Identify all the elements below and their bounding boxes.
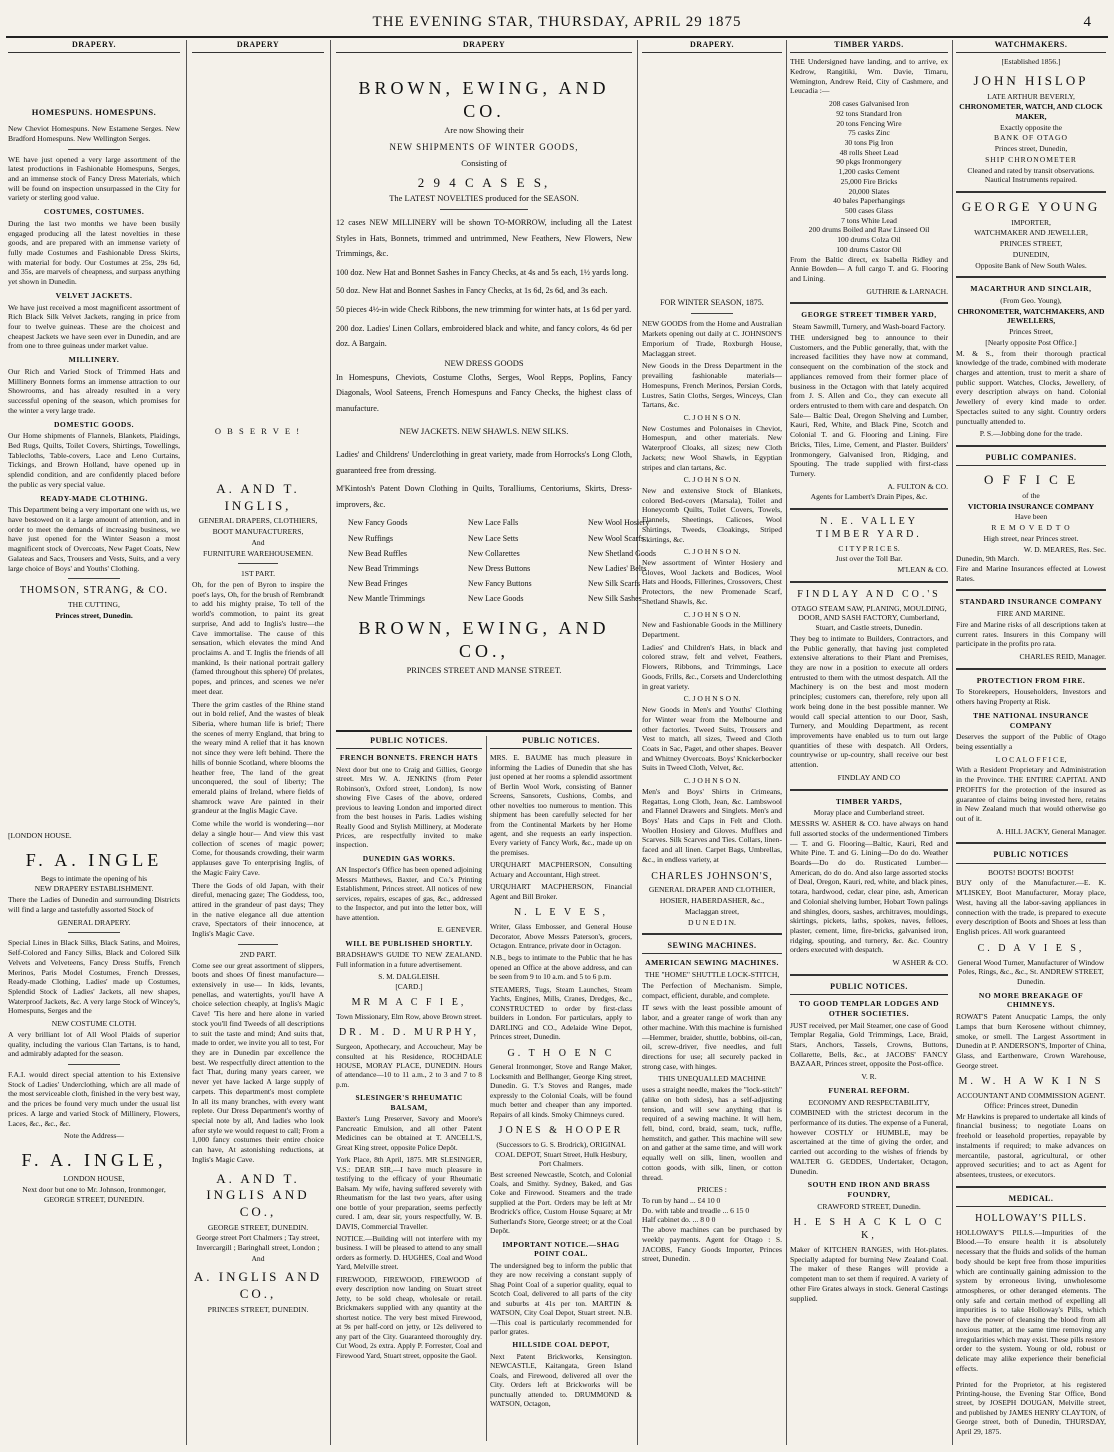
notice-title: DR. M. D. MURPHY, (338, 1027, 479, 1039)
cargo-list (790, 99, 948, 255)
notice-text: Best screened Newcastle, Scotch, and Colonial Coals, and Smithy. Sydney, Baked, and Gas Coke and Firewood. Steamers and the trade supplied at the Port. Orders may be left at Mr Brodrick's office, Custom House Square; at Mr Sutherland's Store, George street; or at the Coal Depôt. (490, 1169, 632, 1236)
goods-list-item: New Mantle Trimmings (348, 594, 425, 604)
ad-line: High street, near Princes street. (983, 533, 1079, 543)
ad-line: Note the Address— (64, 1131, 124, 1141)
notice-text: FIREWOOD, FIREWOOD, FIREWOOD of every description now landing on Stuart street Jetty, to be sold cheap, wholesale or retail. Brickmakers supplied with any quantity at the shortest notice. The very best mixed Firewood, at 9s per half-cord on jetty, or 12s delivered to any part of the City. Guaranteed thoroughly dry. Cut Wood, 2s extra. Apply P. Forrester, Coal and Firewood Yard, Stuart street, opposite the Gaol. (336, 1274, 482, 1360)
ad-line: Consisting of (461, 157, 507, 168)
ad-heading: BOOTS! BOOTS! BOOTS! (987, 867, 1075, 877)
ad-text: Men's and Boys' Shirts in Crimeans, Regattas, Long Cloth, Jean, &c. Lambswool and Flannel Drawers and Singlets. Men's and Boys' Hats and Caps in Felt and Cloth. Woollen Hosiery and Gloves. Mufflers and Scarves. Silk Scarves and Ties. Collars, linen-faced and all linen. Carpet Bags, Umbrellas, &c., in endless variety, at (642, 786, 782, 864)
ad-line: 2 9 4 C A S E S, (417, 174, 551, 190)
ad-sign: A. HILL JACKY, General Manager. (996, 826, 1106, 836)
firm-name: FINDLAY AND CO.'S (797, 588, 941, 600)
section-rule (336, 730, 632, 732)
goods-list-item: New Ladies' Belts (588, 564, 647, 574)
notice-sign: E. GENEVER. (437, 925, 482, 935)
ad-line: FIRE AND MARINE. (996, 609, 1066, 619)
ad-heading: HOLLOWAY'S PILLS. (975, 1212, 1087, 1224)
ad-text: Our Rich and Varied Stock of Trimmed Hats and Millinery Bonnets forms an immense attraction to our Showrooms, and has already resulted in a very successful opening of the season, which promises for the winter a very large trade. (8, 366, 180, 415)
ad-line: Opposite Bank of New South Wales. (975, 260, 1087, 270)
notice-text: Next Patent Brickworks, Kensington. NEWCASTLE, Kaitangata, Green Island Coals, and Firewood, delivered all over the City. Orders left at Brickworks will be punctually attended to. DRUMMOND & WATSON, Octagon, (490, 1351, 632, 1409)
notice-text: York Place, 8th April, 1875. MR SLESINGER, V.S.: DEAR SIR,—I have much pleasure in testifying to the efficacy of your Rheumatic Balsam. My wife, having suffered severely with Rheumatism for the last two years, after using one bottle of your preparation, seems perfectly cured. I am, dear sir, yours respectfully, W. B. DAVIS, Commercial Traveller. (336, 1155, 482, 1231)
notice-title: JONES & HOOPER (498, 1125, 624, 1137)
ad-line: Just over the Toll Bar. (835, 554, 903, 564)
ad-sign: C. J O H N S O N. (683, 547, 741, 557)
ad-text: M'Kintosh's Patent Down Clothing in Quilts, Toralliums, Centoriums, Skirts, Dress-improvers, &c. (336, 484, 632, 509)
notice-text: URQUHART MACPHERSON, Consulting Actuary and Accountant, High street. (490, 860, 632, 879)
cargo-item: 100 drums Castor Oil (836, 244, 902, 254)
cargo-item: 20 tons Fencing Wire (836, 118, 902, 128)
ad-heading: NEW JACKETS. NEW SHAWLS. NEW SILKS. (399, 426, 569, 437)
goods-list-item: New Lace Setts (468, 533, 519, 543)
observe-heading: O B S E R V E ! (214, 426, 302, 437)
notice-title: HILLSIDE COAL DEPOT, (512, 1340, 610, 1350)
ad-line: NEW COSTUME CLOTH. (51, 1019, 137, 1029)
ad-heading: READY-MADE CLOTHING. (40, 493, 148, 503)
goods-list-item: New Silk Sashes (588, 594, 642, 604)
notice-text: N.B., begs to intimate to the Public that he has opened an Office at the above address, and can be seen from 9 to 10 a.m. and 5 to 6 p.m. (490, 953, 632, 982)
cargo-item: 30 tons Pig Iron (844, 137, 894, 147)
ad-text: M. & S., from their thorough practical knowledge of the trade, combined with moderate charges and attention, trust to merit a share of public support. Watches, Clocks, Jewellery, of every description always on hand. Colonial Jewellery of every kind made to order. Spectacles suited to any sight. Country orders punctually attended to. (956, 348, 1106, 426)
notice-title: IMPORTANT NOTICE.—SHAG POINT COAL. (502, 1239, 620, 1259)
firm-name: THOMSON, STRANG, & CO. (19, 585, 169, 597)
poem-text: There the Gods of old Japan, with their direful, menacing gaze; The Goddess, too, attired in the grandeur of past days; They in the native elegance all due attention crave, Spectators of their innocence, at Inglis's Magic Cave. (192, 880, 324, 939)
ad-line: Have been (1014, 512, 1048, 522)
ad-line: V. R. (861, 1072, 877, 1082)
cargo-item: 100 drums Colza Oil (837, 235, 901, 245)
firm-line: D U N E D I N. (688, 917, 736, 927)
ad-line: Princes Street, (1009, 327, 1053, 337)
column-heading: PUBLIC NOTICES. (490, 736, 632, 749)
firm-name: MACARTHUR AND SINCLAIR, (970, 284, 1092, 294)
poem-text: There the grim castles of the Rhine stand out in bold relief, And the wastes of bleak Siberia, where human life is brief; There the scenes of merry England, that bring to the weary mind A relief that it has known not since they were left behind. There the hills of bonnie Scotland, where blooms the heather free, The land of the great unconquered, the soul of liberty; The emerald plains of Ireland, where fields of shamrock wave Are painted in their grandeur at the Inglis Magic Cave. (192, 699, 324, 816)
firm-name: JOHN HISLOP (973, 72, 1089, 88)
notice-text: Next door but one to Craig and Gillies, George street. Mrs W. A. JENKINS (from Peter Robinson's, Oxford street, London), Is now showing Five Cases of the above, ordered previous to leaving London and imported direct from the best houses in Paris. Ladies wishing Really Good and Stylish Millinery, at Moderate Prices, are respectfully invited to make inspection. (336, 764, 482, 850)
ad-line: Moray place and Cumberland street. (813, 808, 925, 818)
notice-text: The undersigned beg to inform the public that they are now receiving a constant supply of Shag Point Coal of a superior quality, equal to Scotch Coal, delivered to all parts of the city and suburbs at 41s per ton. MARTIN & WATSON, City Coal Depot, Stuart street. N.B.—This coal is particularly recommended for parlor grates. (490, 1260, 632, 1336)
masthead-title: THE EVENING STAR, THURSDAY, APRIL 29 1875 (372, 14, 742, 30)
column-drapery-2 (192, 40, 324, 1445)
ad-heading: THE NATIONAL INSURANCE COMPANY (973, 710, 1089, 730)
notice-title: WILL BE PUBLISHED SHORTLY. (345, 938, 473, 948)
notice-card: [CARD.] (395, 981, 423, 991)
ad-line: Are now Showing their (444, 125, 524, 136)
firm-name: F. A. INGLE, (21, 1150, 167, 1170)
ad-line: OTAGO STEAM SAW, PLANING, MOULDING, DOOR, AND SASH FACTORY, Cumberland, Stuart, and Castle streets, Dunedin. (791, 603, 947, 633)
ad-line: GENERAL DRAPERY. (57, 917, 131, 927)
firm-name: BROWN, EWING, AND CO., (358, 617, 610, 661)
ad-sign: M'LEAN & CO. (897, 565, 948, 575)
ad-text: MESSRS W. ASHER & CO. have always on hand full assorted stocks of the undermentioned Timbers— T. and G. Flooring—Baltic, Kauri, Red and White Pine. T. and G. Lining—Do do do. Weather Boards—Do do do. Rusticated Lumber—American, do do do. And also large assorted stocks of Deal, Oregon, Kauri, red, white, and black pines, totara, hardwood, cedar, clear pine, ash, American and Colonial shelving lumber, Hobart Town palings and shingles, doors, sashes, architraves, mouldings, skirtings, pickets, laths, spokes, naves, felloes, plaster, cement, lime, fire-bricks, galvanised iron, ridging, spouting, and turnery, &c. &c. Country orders executed with despatch. (790, 819, 948, 955)
ad-sign: W. D. MEARES, Res. Sec. (1023, 544, 1106, 554)
goods-list-item: New Fancy Goods (348, 518, 408, 528)
poem-text: Come see our great assortment of slippers, boots and shoes Of finest manufacture—extensively in use— In kids, levants, penellas, and watertights, you'll have A choice selection cheaply, at Inglis's Magic Cave! 'Tis here and here alone in varied stock you'll find Tweeds of all descriptions to suit the taste and mind; And suits that, made to order, we invite you all to test, For they are in Dunedin par excellence the best. We respectfully direct attention to the fact That, during many years career, we never yet have lacked A large supply of carpets. This department's most complete In all its many branches, with every want replete. Our Dress Department's worthy of special note by all, And ladies who look after style we would request to call; From a 1,000 fancy costumes their entire choice can have, At astonishing reductions, at Inglis's Magic Cave. (192, 960, 325, 1164)
firm-name: A. AND T. INGLIS, (216, 481, 300, 513)
ad-sign: A. FULTON & CO. (887, 481, 948, 491)
notice-sign: S. M. DALGLEISH. (378, 972, 440, 982)
ad-sign: C. J O H N S O N. (683, 609, 741, 619)
column-rule (637, 40, 638, 1445)
firm-name: F. A. INGLE (25, 849, 163, 870)
column-watchmakers (956, 40, 1106, 1445)
goods-list (348, 515, 656, 606)
firm-name: M. W. H A W K I N S (958, 1076, 1104, 1088)
firm-line: And (251, 537, 265, 547)
ad-line: VICTORIA INSURANCE COMPANY (967, 501, 1095, 511)
column-heading: DRAPERY (192, 40, 324, 53)
ad-text: Fire and Marine risks of all descriptions taken at current rates. Insurers in this Company will participate in the profits pro rata. (956, 619, 1106, 649)
public-notices-left (336, 736, 482, 1441)
goods-list-item: New Collarettes (468, 548, 520, 558)
notice-title: DUNEDIN GAS WORKS. (362, 853, 456, 863)
firm-line: HOSIER, HABERDASHER, &c., (659, 896, 765, 906)
ad-line: The LATEST NOVELTIES produced for the SEASON. (389, 193, 579, 204)
cargo-item: 92 tons Standard Iron (836, 108, 902, 118)
ad-line: L O C A L O F F I C E, (995, 754, 1067, 764)
top-rule (6, 36, 1108, 38)
notice-text: STEAMERS, Tugs, Steam Launches, Steam Yachts, Engines, Mills, Cranes, Dredges, &c., CONSTRUCTED to order by first-class builders in London. For particulars, apply to DARLING and CO., Adelaide Wine Depot, Princes street, Dunedin. (490, 984, 632, 1042)
ad-heading: O F F I C E (983, 472, 1079, 488)
ad-text: The above machines can be purchased by weekly payments. Agent for Otago : S. JACOBS, Fancy Goods Importer, Princes street, Dunedin. (642, 1225, 782, 1264)
ad-text: Maker of KITCHEN RANGES, with Hot-plates. Specially adapted for burning New Zealand Coal. The maker of these Ranges will provide a competent man to set them if required. A variety of other Fire Grates always in stock. General Castings supplied. (790, 1245, 948, 1303)
ad-text: ROWAT'S Patent Anucpatic Lamps, the only Lamps that burn Kerosene without chimney, smoke, or smell. The Largest Assortment in Dunedin at P. ANDERSON'S, Importer of China, Glass, and Earthenware, Crown Warehouse, George street. (956, 1012, 1106, 1070)
ad-text: New assortment of Winter Hosiery and Gloves, Wool Jackets and Bodices, Wool Hats and Hoods, Fillerines, Crossovers, Chest Protectors, the new Promenade Scarf, Shetland Shawls, &c. (642, 558, 782, 606)
column-rule (486, 736, 487, 1441)
ad-heading: FOR WINTER SEASON, 1875. (660, 298, 764, 308)
price-line: To run by hand ... £4 10 0 (642, 1196, 721, 1205)
ad-line: Cleaned and rated by transit observations. Nautical Instruments repaired. (967, 165, 1095, 185)
ad-line: Agents for Lambert's Drain Pipes, &c. (810, 492, 928, 502)
fa-ingle-ad (8, 830, 180, 1445)
firm-name: C. D A V I E S, (977, 942, 1085, 954)
goods-list-item: New Bead Trimmings (348, 564, 419, 574)
ad-line: Exactly opposite the (1000, 122, 1062, 132)
cargo-item: 208 cases Galvanised Iron (829, 99, 909, 109)
column-heading: DRAPERY. (642, 40, 782, 53)
ad-text: In Homespuns, Cheviots, Costume Cloths, Serges, Wool Repps, Poplins, Fancy Diagonals, Wool Sateens, French Homespuns and Fancy Checks, the highest class of manufacture. (336, 372, 632, 413)
cargo-item: 500 cases Glass (844, 206, 894, 216)
ad-line: [Nearly opposite Post Office.] (985, 337, 1077, 347)
goods-list-item: New Wool Hosiery (588, 518, 650, 528)
firm-address: PRINCES STREET AND MANSE STREET. (406, 664, 562, 675)
column-heading: WATCHMAKERS. (956, 40, 1106, 53)
ad-text: To Storekeepers, Householders, Investors and others having Property at Risk. (956, 687, 1106, 707)
ad-line: ECONOMY AND RESPECTABILITY, (808, 1097, 930, 1107)
ad-text: New Goods in the Dress Department in the prevailing fashionable materials—Homespuns, French Merinos, Persian Cords, Lustres, Satin Cloths, Serges, Winceys, Clan Tartans, &c. (642, 361, 782, 410)
column-rule (186, 40, 187, 1445)
cargo-item: 75 casks Zinc (848, 128, 890, 138)
firm-line: FURNITURE WAREHOUSEMEN. (203, 548, 313, 558)
ad-sign: C. J O H N S O N. (683, 412, 741, 422)
cargo-item: 90 pkgs Ironmongery (836, 157, 902, 167)
ad-sign: W ASHER & CO. (892, 958, 948, 968)
ad-text: BUY only of the Manufacturer.—E. K. M'LISKEY, Boot Manufacturer, Moray place, West, having all the labor-saving appliances in connection with the trade, is prepared to execute every description of Boots and Shoes at less than English prices. All work guaranteed (956, 878, 1106, 937)
ad-text: New Goods in Men's and Youths' Clothing for Winter wear from the Melbourne and other factories. Tweed Suits, Trousers and Vest to match, all sizes, Tweed and Cloth Coats in Sac, Paget, and other shapes. Beaver and Whitney Overcoats. Boys' Knickerbocker Suits in Tweed Cloth, Velvet, &c. (642, 705, 782, 773)
cargo-item: 40 bales Paperhangings (833, 196, 905, 206)
ad-text: New Costumes and Polonaises in Cheviot, Homespun, and other materials. New Waterproof Cloaks, all sizes; new Cloth Jackets; new Wool Shawls, in Egyptian stripes and clan tartans, &c. (642, 423, 782, 472)
ad-text: 50 doz. New Hat and Bonnet Sashes in Fancy Checks, at 1s 6d, 2s 6d, and 3s each. (336, 286, 608, 296)
cargo-item: 1,200 casks Cement (838, 167, 900, 177)
firm-name: N. E. VALLEY TIMBER YARD. (816, 516, 922, 540)
ad-sign: FINDLAY AND CO (837, 772, 901, 782)
ad-text: With a Resident Proprietary and Administration in the Province. THE ENTIRE CAPITAL AND PROFITS for the protection of the insured as guarantee of claims being invested here, retains in New Zealand much that would otherwise go out of it. (956, 765, 1106, 824)
section-heading: PUBLIC COMPANIES. (956, 453, 1106, 466)
ad-heading: TIMBER YARDS, (835, 796, 903, 806)
column-rule (330, 40, 331, 1445)
ad-line: SHIP CHRONOMETER (985, 154, 1077, 164)
notice-text: Writer, Glass Embosser, and General House Decorator, Above Messrs Paterson's, grocers, Octagon. Entrance, private door in Octagon. (490, 922, 632, 950)
ad-heading: PRICES : (697, 1185, 727, 1195)
ad-heading: NO MORE BREAKAGE OF CHIMNEYS. (978, 990, 1084, 1010)
ad-text: F.A.I. would direct special attention to his Extensive Stock of Ladies' Underclothing, which are all made of the most serviceable cloth, finished in the very best way, and the prices be found very much under the usual list prices. A large and varied Stock of Millinery, Flowers, Laces, &c., &c., &c. (8, 1069, 180, 1128)
ad-text: JUST received, per Mail Steamer, one case of Good Templar Regalia, Gold Trimmings, Lace, Braid, Stars, Anchors, Tassels, Crowns, Buttons, Collarette, Bells, &c., at JACOBS' FANCY BAZAAR, Princes street, opposite the Post-office. (790, 1020, 948, 1069)
firm-line: GENERAL DRAPER AND CLOTHIER, (648, 885, 776, 895)
poem-text: Oh, for the pen of Byron to inspire the poet's lays, Oh, for the brush of Rembrandt to add his mighty praise, To tell of the world's commotion, to paint its great surprise, And add to Inglis's lustre—the Cave immortalise. The cause of this sensation, which elevates the mind And proclaims A. and T. Inglis the friends of all mankind, Is their national portrait gallery (famed throughout this sphere) Of prelates, popes, and princes, and scenes we ne'er meet dear. (192, 579, 324, 696)
goods-list-item: New Ruffings (348, 533, 393, 543)
section-heading: SEWING MACHINES. (642, 941, 782, 954)
goods-list-item: New Lace Falls (468, 518, 519, 528)
column-drapery-3 (336, 40, 656, 720)
column-heading: PUBLIC NOTICES. (336, 736, 482, 749)
ad-line: THE "HOME" SHUTTLE LOCK-STITCH, (644, 970, 780, 980)
ad-text: During the last two months we have been busily engaged producing all the latest novelties in these goods, and are prepared with an immense variety of fully made Costumes and Fashionable Dress Skirts, with material for body. Our Costumes at 25s, 29s 6d, and 35s, are marvels of cheapness, and surpass anything yet shown in Dunedin. (8, 218, 180, 287)
cargo-item: 48 rolls Sheet Lead (839, 147, 899, 157)
goods-list-item: New Dress Buttons (468, 564, 531, 574)
column-heading: TIMBER YARDS. (790, 40, 948, 53)
ad-text: From the Baltic direct, ex Isabella Ridley and Annie Bowden— A full cargo T. and G. Flooring and Lining. (790, 254, 948, 284)
notice-title: FRENCH BONNETS. FRENCH HATS (339, 753, 479, 763)
ad-text: We have just received a most magnificent assortment of Rich Black Silk Velvet Jackets, ranging in price from four to twelve guineas. These are the choicest and cheapest Jackets we have seen ever in Dunedin, and are from one to three guineas under market value. (8, 302, 180, 351)
cargo-item: 25,000 Fire Bricks (840, 176, 898, 186)
column-heading: DRAPERY (336, 40, 632, 53)
goods-list-item: New Fancy Buttons (468, 579, 532, 589)
firm-name: A. AND T. INGLIS AND CO., (206, 1170, 310, 1219)
ad-line: IMPORTER, (1011, 217, 1051, 227)
column-timber-yards (790, 40, 948, 1445)
ad-line: Begs to intimate the opening of his (40, 873, 148, 883)
notice-text: Baxter's Lung Preserver, Savory and Moore's Pancreatic Emulsion, and all other Patent Medicines can be obtained at T. ANCELL'S, Great King street, opposite Police Depôt. (336, 1114, 482, 1152)
ad-line: ACCOUNTANT AND COMMISSION AGENT. Office: Princes street, Dunedin (956, 1091, 1106, 1110)
notice-title: G. T H O E N C (507, 1047, 615, 1059)
ad-text: They beg to intimate to Builders, Contractors, and the Public generally, that having just completed extensive alterations to their Plant and Premises, they are now in a position to execute all orders entrusted to them with the utmost despatch. All the Machinery is on the best and most modern principles; customers can, therefore, rely upon all work being done in the best possible manner. We would call special attention to our Door, Sash, Turnery, and Moulding Department, as recent improvements have enabled us to turn out large quantities of these with despatch. All Orders, countrywise or up-country, shall receive our best attention. (790, 633, 948, 770)
ad-heading: [LONDON HOUSE. (8, 831, 72, 840)
ad-text: IT sews with the least possible amount of labor, and a greater range of work than any other machine. With this machine is furnished—Hemmer, braider, shuttle, bobbins, oil-can, oil, screw-driver, five needles, and full directions for use; all securely packed in strong case, with hinges. (642, 1003, 782, 1071)
column-rule (952, 40, 953, 1445)
ad-heading: NEW DRESS GOODS (444, 357, 524, 368)
notice-text: BRADSHAW'S GUIDE TO NEW ZEALAND. Full information in a future advertisement. (336, 950, 482, 969)
ad-line: CHRONOMETER, WATCHMAKERS, AND JEWELLERS, (957, 306, 1105, 326)
notice-title: SLESINGER'S RHEUMATIC BALSAM, (355, 1093, 463, 1112)
ad-heading: SOUTH END IRON AND BRASS FOUNDRY, (807, 1180, 931, 1200)
ad-text: New and Fashionable Goods in the Millinery Department. (642, 620, 782, 640)
ad-line: Princes street, Dunedin, (994, 144, 1068, 154)
ad-text: THE Undersigned have landing, and to arrive, ex Kedrow, Rangitiki, Wm. Davie, Timaru, Wemington, Andrew Reid, City of Cashmere, and Leucadia :— (790, 57, 948, 96)
cargo-item: 7 tons White Lead (841, 215, 897, 225)
notice-title: N. L E V E S, (513, 907, 609, 919)
section-heading: PUBLIC NOTICES (956, 850, 1106, 863)
firm-name: CHARLES JOHNSON'S, (651, 870, 773, 882)
ad-text: WE have just opened a very large assortment of the latest productions in Fashionable Homespuns, Serges, and an immense stock of Fancy Dress Materials, which will be found on inspection unsurpassed in the City for variety or sterling good value. (8, 154, 180, 203)
ad-line: PRINCES STREET, (999, 239, 1063, 249)
firm-line: And (251, 1253, 265, 1263)
public-notices-right (490, 736, 632, 1441)
ad-sign: C. J O H N S O N. (683, 475, 741, 485)
ad-sign: C. J O H N S O N. (683, 776, 741, 786)
firm-line: GEORGE STREET, DUNEDIN. (207, 1222, 309, 1232)
ad-line: LONDON HOUSE, (63, 1174, 125, 1184)
firm-name: GEORGE YOUNG (961, 199, 1101, 215)
ad-sign: GUTHRIE & LARNACH. (866, 286, 948, 296)
goods-list-item: New Wool Scarfs (588, 533, 645, 543)
imprint: Printed for the Proprietor, at his registered Printing-house, the Evening Star Office, Bond street, by JOSEPH DOUGAN, Melville street, and published by JAMES HENRY CLAYTON, of George street, both of Dunedin, THURSDAY, April 29, 1875. (956, 1379, 1106, 1436)
ad-text: 100 doz. New Hat and Bonnet Sashes in Fancy Checks, at 4s and 5s each, 1½ yards long. (336, 267, 629, 277)
ad-text: 200 doz. Ladies' Linen Collars, embroidered black and white, and fancy colors, 4s 6d per doz. A Bargain. (336, 323, 632, 349)
ad-heading: THIS UNEQUALLED MACHINE (658, 1074, 766, 1084)
ad-sign: CHARLES REID, Manager. (1019, 651, 1106, 661)
notice-text: NOTICE.—Building will not interfere with my business. I will be pleased to attend to any small orders as formerly. D. HUGHES, Coal and Wood Yard, Melville street. (336, 1233, 482, 1272)
firm-line: Maclaggan street, (685, 906, 739, 916)
page-number: 4 (1083, 14, 1092, 30)
notice-text: (Successors to G. S. Brodrick), ORIGINAL COAL DEPOT, Stuart Street, Hulk Hesbury, Port Chalmers. (494, 1140, 628, 1169)
ad-text: uses a straight needle, makes the "lock-stitch" (alike on both sides), has a self-adjusting tension, and will sew anything that is required of a sewing machine. It will hem, fell, bind, cord, braid, seam, tuck, ruffle, hemstitch, and gather. This machine will sew on and gather at the same time, and will work equally well on silk, linen, woollen and cotton goods, with silk, linen, or cotton thread. (642, 1085, 782, 1182)
ad-text: Fire and Marine Insurances effected at Lowest Rates. (956, 563, 1106, 583)
firm-line: BOOT MANUFACTURERS, (212, 527, 304, 537)
ad-line: NEW DRAPERY ESTABLISHMENT. (34, 884, 154, 894)
ad-heading: PROTECTION FROM FIRE. (976, 675, 1086, 685)
firm-address: Princes street, Dunedin. (55, 610, 133, 620)
ad-heading: VELVET JACKETS. (55, 290, 133, 300)
notice-text: General Ironmonger, Stove and Range Maker, Locksmith and Bellhanger, George King street, Dunedin. G. T.'s Stoves and Ranges, made expressly to the Colonial Coals, will be found much better and cheaper than any imported. Repairs of all kinds. Smoky Chimneys cured. (490, 1062, 632, 1119)
ad-heading: MILLINERY. (68, 355, 120, 365)
firm-name: BROWN, EWING, AND CO. (358, 78, 610, 122)
part-heading: 1ST PART. (240, 569, 275, 579)
notice-text: AN Inspector's Office has been opened adjoining Messrs Matthews, Baxter, and Co.'s Printing Establishment, Princes street. All notices of new services, repairs, escapes of gas, &c., addressed to the Inspector, and put into the letter box, will have attention. (336, 865, 482, 922)
ad-text: 12 cases NEW MILLINERY will be shown TO-MORROW, including all the Latest Styles in Hats, Bonnets, trimmed and untrimmed, New Feathers, New Flowers, New Trimmings, &c. (336, 218, 632, 259)
firm-line: THE CUTTING, (68, 600, 120, 610)
goods-list-item: New Silk Scarfs (588, 579, 640, 589)
price-line: Do. with table and treadle ... 6 15 0 (642, 1205, 750, 1215)
goods-list-middle (468, 515, 568, 606)
ad-text: Our Home shipments of Flannels, Blankets, Plaidings, Bed Rugs, Quilts, Toilet Covers, Shirtings, Towellings, Tablecloths, Table-covers, Lace and Leno Curtains, Tickings, and Brown Holland, have opened up in splendid condition, and are confidently placed before the public as very special value. (8, 431, 180, 489)
ad-sign: C. J O H N S O N. (683, 694, 741, 704)
ad-text: HOLLOWAY'S PILLS.—Impurities of the Blood.—To ensure health it is absolutely necessary that the fluids and solids of the human body should be kept free from those impurities which are continually gaining admission to the system by erroneous living, unwholesome atmospheres, or other deranged elements. The only safe and certain method of expelling all impurities is to take Holloway's Pills, which have the power of cleansing the blood from all noxious matter, at the same time removing any irregularities which may exist. These pills restore order to the system. Young or old, robust or delicate may alike experience their beneficial effects. (956, 1227, 1106, 1373)
part-heading: 2ND PART. (239, 949, 277, 959)
ad-heading: STANDARD INSURANCE COMPANY (959, 597, 1103, 607)
ad-heading: COSTUMES, COSTUMES. (43, 207, 145, 217)
ad-text: There the Ladies of Dunedin and surrounding Districts will find a large and tastefully assorted Stock of (8, 895, 180, 914)
ad-text: Deserves the support of the Public of Otago being essentially a (956, 732, 1106, 751)
ad-text: This Department being a very important one with us, we have bestowed on it a large amount of attention, and in order to meet the demands of increasing business, we have just opened for the Winter Season a most magnificent stock of Overcoats, New Paget Coats, New Galateas and Sacs, Trousers and Vests, Suits, and a very large choice of Boys' and Youths' Clothing. (8, 505, 180, 573)
ad-text: THE undersigned beg to announce to their Customers, and the Public generally, that, with the increased facilities they have now at command, consequent on the combination of the stock and appliances removed from their former place of business in the Octagon with that lately acquired from J. S. Allen and Co., they can execute all orders entrusted to them with care and despatch. On Sale— Baltic Deal, Oregon Shelving and Lumber, Kauri, Red, White, and Black Pine, Scotch and Colonial T. and G. Flooring and Lining. Fire Bricks, Tiles, Lime, Cement, and Plaster. Builders' Ironmongery, Galvanised Iron, Ridging, and Spouting. The trade supplied with first-class Turnery. (790, 332, 948, 478)
ad-line: [Established 1856.] (1001, 57, 1061, 67)
ad-line: GEORGE STREET, DUNEDIN. (43, 1195, 145, 1205)
ad-text: New and extensive Stock of Blankets, colored Bed-covers (Marsala), Toilet and Honeycomb Quilts, Toilet Covers, Towels, Flannels, Sheetings, Calicoes, Wool Shirtings, Tweeds, Cloakings, Striped Skirtings, &c. (642, 485, 782, 544)
ad-text: New Cheviot Homespuns. New Estamene Serges. New Bradford Homespuns. New Wellington Serges. (8, 124, 180, 143)
firm-line: George street Port Chalmers ; Tay street, Invercargill ; Baringhall street, London ; (196, 1233, 320, 1252)
firm-name: A. INGLIS AND CO., (193, 1269, 323, 1302)
ad-line: DUNEDIN, (1012, 249, 1050, 259)
ad-line: LATE ARTHUR BEVERLY, (987, 91, 1075, 101)
ad-line: Dunedin, 9th March. (956, 554, 1020, 564)
ad-line: Next door but one to Mr. Johnson, Ironmonger, (22, 1184, 166, 1194)
ad-text: Mr Hawkins is prepared to undertake all kinds of financial business; to negotiate Loans on freehold or leasehold properties, repayable by instalments if required; to make advances on mercantile, pastoral, agricultural, or other approved securities; and to act as Agent for absentees, trustees, or executors. (956, 1111, 1106, 1179)
ad-line: CRAWFORD STREET, Dunedin. (817, 1201, 921, 1211)
poem-text: Come while the world is wondering—nor delay a single hour— And view this vast collection of scenes of magic power; Come, for thousands crowding, their warm applauses gave To enterprising Inglis, of the Magic Fairy Cave. (192, 819, 324, 877)
goods-list-item: New Bead Fringes (348, 579, 408, 589)
ad-line: NEW SHIPMENTS OF WINTER GOODS, (389, 142, 579, 153)
goods-list-item: New Shetland Goods (588, 548, 656, 558)
section-heading: PUBLIC NOTICES. (790, 982, 948, 995)
firm-line: PRINCES STREET, DUNEDIN. (207, 1304, 309, 1314)
ad-line: Steam Sawmill, Turnery, and Wash-board Factory. (792, 322, 946, 332)
ad-text: COMBINED with the strictest decorum in the performance of its duties. The expense of a Funeral, however COSTLY or HUMBLE, may be ascertained at the time of giving the order, and carried out according to the wishes of friends by WALTER G. GEDDES, Undertaker, Octagon, Dunedin. (790, 1108, 949, 1176)
firm-line: GENERAL DRAPERS, CLOTHIERS, (198, 516, 318, 526)
ad-line: WATCHMAKER AND JEWELLER, (974, 228, 1088, 238)
ad-text: NEW GOODS from the Home and Australian Markets opening out daily at C. JOHNSON'S Emporium of Trade, Roxburgh House, Maclaggan street. (642, 319, 782, 358)
section-heading: MEDICAL. (956, 1194, 1106, 1207)
goods-list-left (348, 515, 448, 606)
notice-text: Town Missionary, Elm Row, above Brown street. (336, 1011, 482, 1021)
ad-line: General Wood Turner, Manufacturer of Window Poles, Rings, &c., &c., St. ANDREW STREET, Dunedin. (957, 957, 1105, 986)
notice-text: MRS. E. BAUME has much pleasure in informing the Ladies of Dunedin that she has just opened at her rooms a splendid assortment of Berlin Wool Work, consisting of Banner Screens, Sansorets, Cushions, Combs, and other novelties too numerous to mention. This shipment has been carefully selected for her from the Continental Markets by her Home agent, and she requests an early inspection. Every variety of Fancy Work, &c., made up on the premises. (490, 753, 632, 857)
ad-line: (From Geo. Young), (1000, 295, 1062, 305)
ad-title: HOMESPUNS. HOMESPUNS. (31, 107, 157, 118)
ad-text: A very brilliant lot of All Wool Plaids of superior quality, including the various Clan Tartans, is to hand, and admirably adapted for the season. (8, 1029, 180, 1059)
ad-heading: FUNERAL REFORM. (828, 1085, 910, 1095)
ad-line: R E M O V E D T O (991, 523, 1071, 533)
masthead (0, 14, 1114, 31)
notice-title: MR M A C F I E, (351, 997, 467, 1009)
cargo-item: 20,000 Slates (848, 186, 890, 196)
column-drapery-4 (642, 40, 782, 1445)
ad-text: Ladies' and Childrens' Underclothing in great variety, made from Horrocks's Long Cloth, guaranteed free from dressing. (336, 450, 632, 475)
ad-line: of the (1022, 490, 1040, 500)
ad-heading: DOMESTIC GOODS. (53, 419, 135, 429)
column-heading: DRAPERY. (8, 40, 180, 53)
notice-text: Surgeon, Apothecary, and Accoucheur, May be consulted at his Residence, ROCHDALE HOUSE, MORAY PLACE, DUNEDIN. Hours of attendance—10 to 11 a.m., 2 to 3 and 7 to 8 p.m. (336, 1042, 482, 1089)
ad-text: Ladies' and Children's Hats, in black and colored straw, felt and velvet, Feathers, Flowers, Ribbons, and Trimmings, Lace Goods, Frills, &c., Corsets and Underclothing in great variety. (642, 642, 782, 691)
ad-line: C I T Y P R I C E S. (838, 543, 900, 553)
price-line: Half cabinet do. ... 8 0 0 (642, 1215, 716, 1225)
ad-text: 50 pieces 4½-in wide Check Ribbons, the new trimming for winter hats, at 1s 6d per yard. (336, 304, 632, 314)
ad-heading: TO GOOD TEMPLAR LODGES AND OTHER SOCIETIES. (798, 999, 940, 1018)
ad-text: The Perfection of Mechanism. Simple, compact, efficient, durable, and complete. (642, 980, 782, 1000)
ad-line: BANK OF OTAGO (994, 133, 1068, 143)
goods-list-item: New Lace Goods (468, 594, 524, 604)
column-rule (786, 40, 787, 1445)
ad-text: Special Lines in Black Silks, Black Satins, and Moires, Self-Colored and Fancy Silks, Black and Colored Silk Velvets and Velveteens, Fancy Dress Stuffs, French Merinos, Paris Model Costumes, French Dresses, Ready-made Clothing, Ladies' made up Costumes, Splendid Stock of Ladies' Jackets, all new shapes, Waterproof Jackets, &c. A very large Stock of Wincey's, Homespuns, Serges and the (8, 938, 180, 1016)
ad-line: P. S.—Jobbing done for the trade. (979, 429, 1083, 439)
cargo-item: 200 drums Boiled and Raw Linseed Oil (808, 225, 930, 235)
firm-name: H. E S H A C K L O C K, (793, 1217, 945, 1242)
ad-heading: GEORGE STREET TIMBER YARD, (801, 310, 937, 320)
ad-line: CHRONOMETER, WATCH, AND CLOCK MAKER, (959, 102, 1103, 122)
notice-text: URQUHART MACPHERSON, Financial Agent and Bill Broker. (490, 882, 632, 901)
ad-heading: AMERICAN SEWING MACHINES. (645, 958, 779, 968)
goods-list-item: New Bead Ruffles (348, 548, 407, 558)
